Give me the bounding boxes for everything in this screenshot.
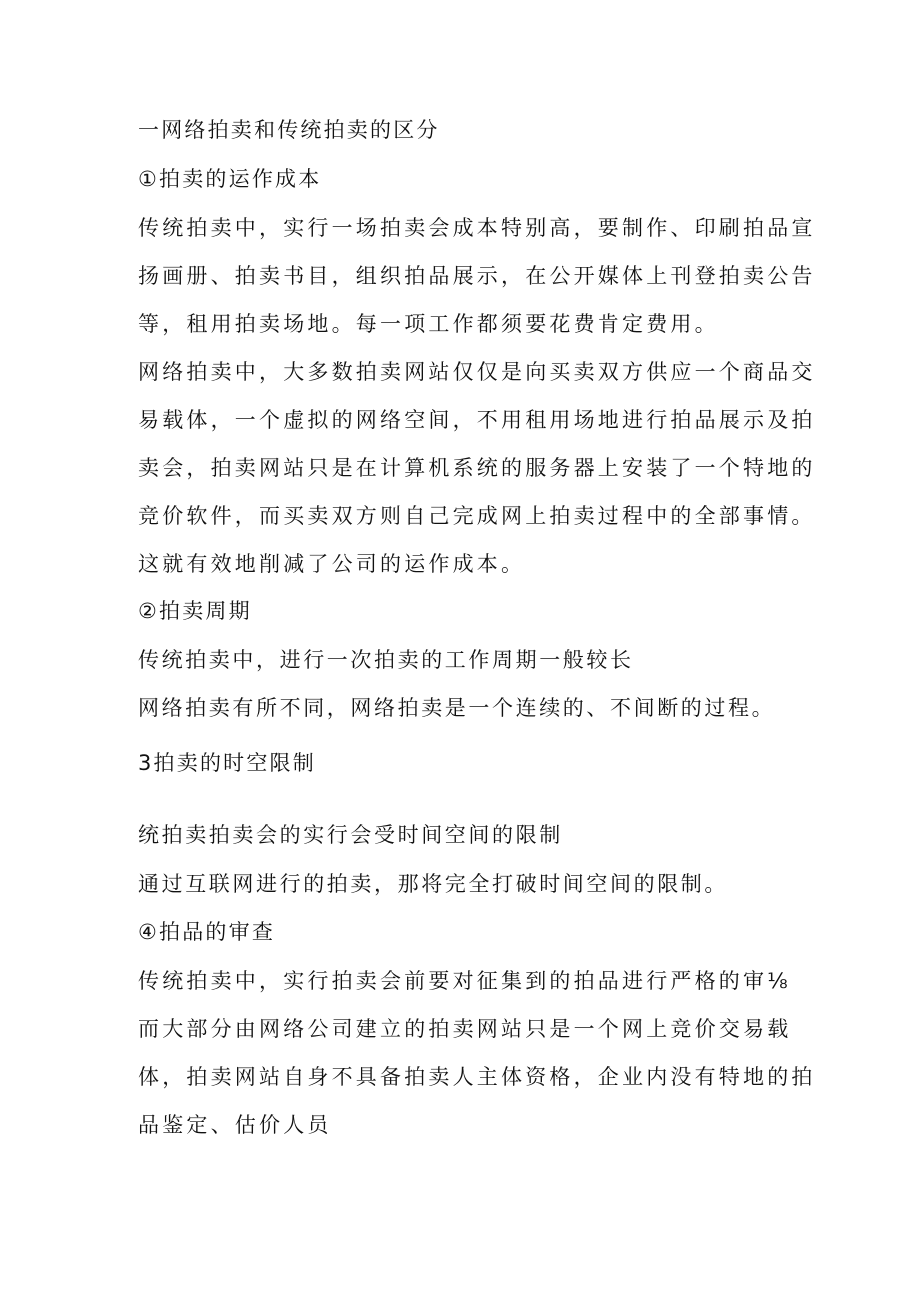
paragraph-line: 竞价软件，而买卖双方则自己完成网上拍卖过程中的全部事情。 [138, 504, 816, 528]
subheading-auction-cycle: ②拍卖周期 [138, 599, 252, 623]
paragraph-line: 传统拍卖中，实行一场拍卖会成本特别高，要制作、印刷拍品宣 [138, 216, 816, 240]
paragraph-line: 通过互联网进行的拍卖，那将完全打破时间空间的限制。 [138, 872, 728, 896]
paragraph-line: 网络拍卖有所不同，网络拍卖是一个连续的、不间断的过程。 [138, 696, 776, 720]
paragraph-line: 网络拍卖中，大多数拍卖网站仅仅是向买卖双方供应一个商品交 [138, 360, 816, 384]
paragraph-line: 易载体，一个虚拟的网络空间，不用租用场地进行拍品展示及拍 [138, 408, 816, 432]
subheading-item-review: ④拍品的审查 [138, 920, 276, 944]
paragraph-line: 卖会，拍卖网站只是在计算机系统的服务器上安装了一个特地的 [138, 456, 816, 480]
subheading-time-space: 3拍卖的时空限制 [138, 751, 316, 775]
paragraph-line: 体，拍卖网站自身不具备拍卖人主体资格，企业内没有特地的拍 [138, 1065, 816, 1089]
paragraph-line: 传统拍卖中，进行一次拍卖的工作周期一般较长 [138, 648, 634, 672]
paragraph-line: 扬画册、拍卖书目，组织拍品展示，在公开媒体上刊登拍卖公告 [138, 264, 816, 288]
paragraph-line: 统拍卖拍卖会的实行会受时间空间的限制 [138, 823, 563, 847]
paragraph-line: 而大部分由网络公司建立的拍卖网站只是一个网上竞价交易载 [138, 1017, 792, 1041]
paragraph-line: 等，租用拍卖场地。每一项工作都须要花费肯定费用。 [138, 312, 719, 336]
paragraph-line: 品鉴定、估价人员 [138, 1113, 332, 1137]
section-title: 一网络拍卖和传统拍卖的区分 [138, 118, 440, 142]
paragraph-line: 传统拍卖中，实行拍卖会前要对征集到的拍品进行严格的审⅛ [138, 969, 791, 993]
paragraph-line: 这就有效地削减了公司的运作成本。 [138, 552, 526, 576]
subheading-operating-cost: ①拍卖的运作成本 [138, 167, 322, 191]
